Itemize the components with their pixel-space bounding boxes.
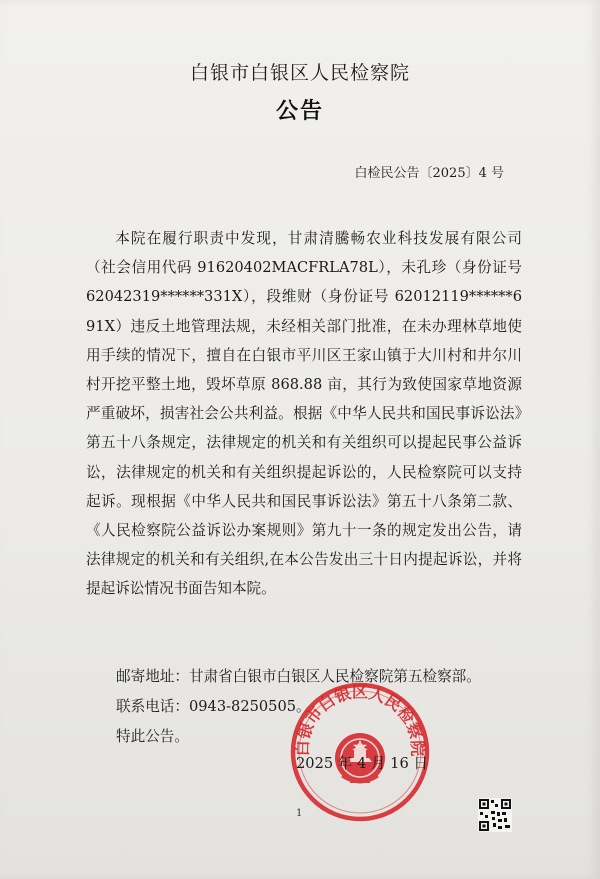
seal-text: 白银市白银区人民检察院 [292,682,428,757]
issuing-organization: 白银市白银区人民检察院 [189,62,410,84]
contact-phone: 联系电话：0943-8250505。 [116,698,311,715]
mailing-address: 邮寄地址：甘肃省白银市白银区人民检察院第五检察部。 [116,668,481,685]
closing-line: 特此公告。 [116,728,189,745]
issue-date: 2025 年 4 月 16 日 [296,755,428,772]
qr-code-icon [478,798,512,832]
page-number: 1 [296,808,303,819]
body-paragraph: 本院在履行职责中发现，甘肃清騰畅农业科技发展有限公司（社会信用代码 91620402MACFRLA78L），未孔珍（身份证号 62042319******331X），段维财（身份证号 62012119******691X）违反土地管理法规，未经相关部门批准，在未办理林草地使用手续的情况下，擅自在白银市平川区王家山镇于大川村和井尔川村开挖平整土地，毁坏草原 868.88 亩，其行为致使国家草地资源严重破坏，损害社会公共利益。根据《中华人民共和国民事诉讼法》第五十八条规定，法律规定的机关和有关组织可以提起民事公益诉讼，法律规定的机关和有关组织提起诉讼的，人民检察院可以支持起诉。现根据《中华人民共和国民事诉讼法》第五十八条第二款、《人民检察院公益诉讼办案规则》第九十一条的规定发出公告，请法律规定的机关和有关组织,在本公告发出三十日内提起诉讼，并将提起诉讼情况书面告知本院。 [86,230,522,598]
announcement-body [86,224,522,604]
document-title: 公告 [275,99,324,124]
document-number: 白检民公告〔2025〕4 号 [354,166,504,181]
